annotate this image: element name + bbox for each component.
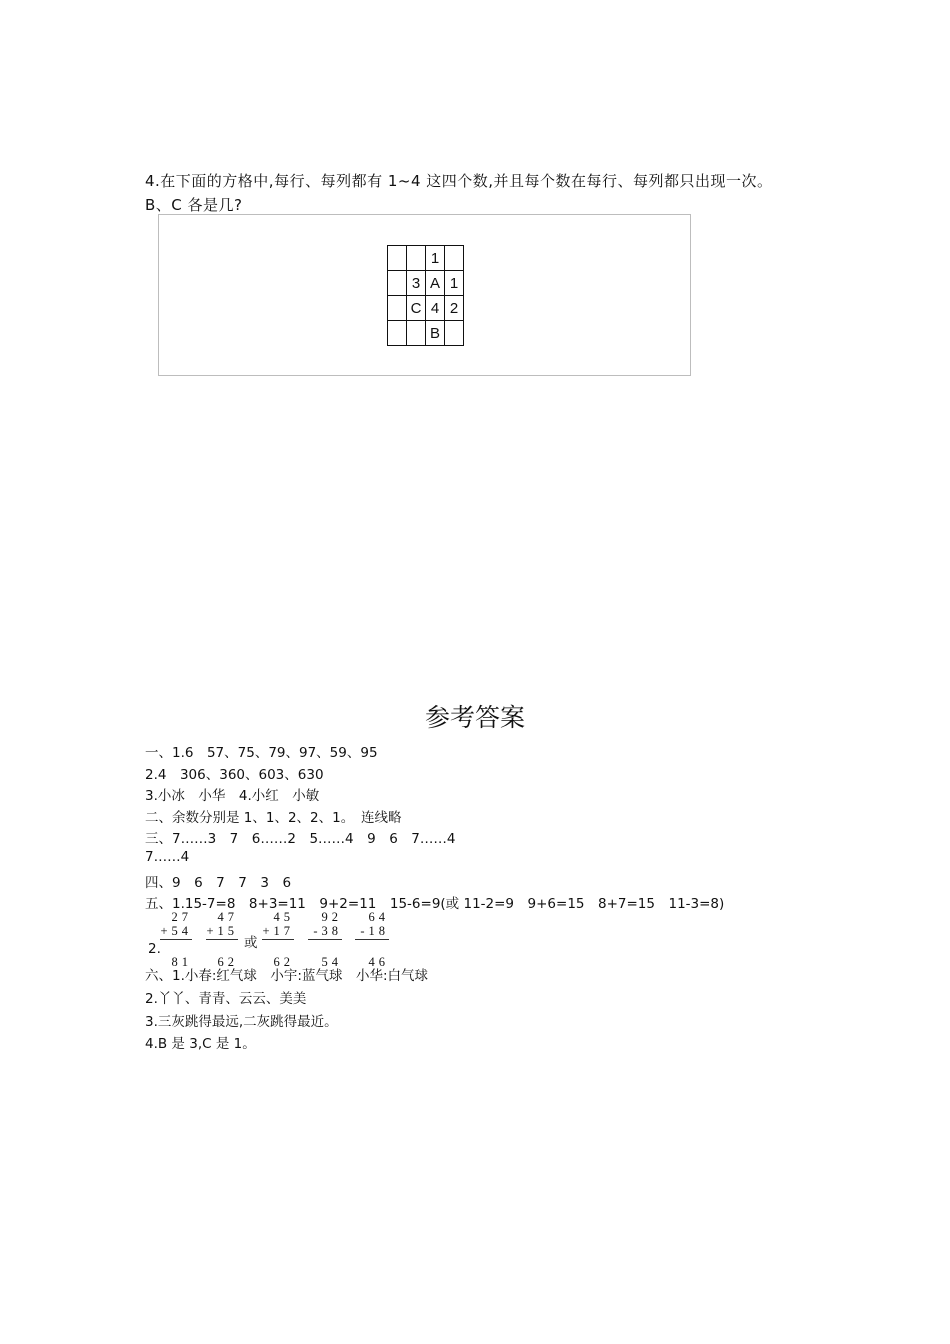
vertical-calc: [355, 910, 389, 969]
calc-result: 62: [217, 955, 238, 969]
calc-operand: +15: [206, 924, 238, 938]
answer-line: 一、1.6 57、75、79、97、59、95: [145, 745, 378, 761]
answer-line: 2.4 306、360、603、630: [145, 767, 324, 783]
grid-cell: [388, 296, 407, 321]
number-grid: [387, 245, 464, 346]
calc-result: 54: [321, 955, 342, 969]
grid-row: [388, 271, 464, 296]
answer-line: 四、9 6 7 7 3 6: [145, 875, 292, 891]
grid-cell: 2: [445, 296, 464, 321]
answer-line: 三、7……3 7 6……2 5……4 9 6 7……4: [145, 831, 456, 847]
grid-cell: 4: [426, 296, 445, 321]
grid-cell: C: [407, 296, 426, 321]
answers-title: 参考答案: [424, 703, 525, 732]
answer-line: 六、1.小春:红气球 小宇:蓝气球 小华:白气球: [145, 968, 429, 984]
grid-row: [388, 321, 464, 346]
question-text-line2: B、C 各是几?: [145, 196, 243, 214]
grid-cell: [445, 246, 464, 271]
vertical-calc: [160, 910, 192, 969]
vertical-calc: [308, 910, 342, 969]
or-label: 或: [244, 935, 258, 951]
answer-line: 3.小冰 小华 4.小红 小敏: [145, 788, 320, 804]
answer-line: 二、余数分别是 1、1、2、2、1。 连线略: [145, 810, 402, 826]
answer-line: 4.B 是 3,C 是 1。: [145, 1036, 256, 1052]
answer-line: 7……4: [145, 849, 190, 865]
question-text-line1: 4.在下面的方格中,每行、每列都有 1~4 这四个数,并且每个数在每行、每列都只出现一次。: [145, 172, 773, 190]
calc-bar: [308, 939, 342, 954]
calc-top: 92: [321, 910, 342, 924]
grid-cell: [388, 246, 407, 271]
calc-bar: [355, 939, 389, 954]
calc-top: 47: [217, 910, 238, 924]
calc-top: 64: [368, 910, 389, 924]
calc-operand: +54: [160, 924, 192, 938]
calc-operand: -38: [313, 924, 342, 938]
item2-label: 2.: [148, 941, 161, 957]
answer-line: 3.三灰跳得最远,二灰跳得最近。: [145, 1014, 338, 1030]
vertical-calc: [262, 910, 294, 969]
grid-cell: [407, 321, 426, 346]
calc-result: 46: [368, 955, 389, 969]
grid-cell: [388, 321, 407, 346]
calc-operand: +17: [262, 924, 294, 938]
answer-line: 2.丫丫、青青、云云、美美: [145, 991, 307, 1007]
grid-row: [388, 246, 464, 271]
calc-bar: [160, 939, 192, 954]
grid-cell: 1: [426, 246, 445, 271]
calc-top: 27: [171, 910, 192, 924]
grid-cell: [445, 321, 464, 346]
calc-top: 45: [273, 910, 294, 924]
grid-cell: [388, 271, 407, 296]
grid-cell: [407, 246, 426, 271]
calc-bar: [206, 939, 238, 954]
grid-cell: B: [426, 321, 445, 346]
vertical-calc: [206, 910, 238, 969]
calc-result: 81: [171, 955, 192, 969]
calc-bar: [262, 939, 294, 954]
calc-operand: -18: [360, 924, 389, 938]
grid-cell: 1: [445, 271, 464, 296]
calc-result: 62: [273, 955, 294, 969]
grid-cell: A: [426, 271, 445, 296]
answer-line: 五、1.15-7=8 8+3=11 9+2=11 15-6=9(或 11-2=9 9+6=15 8+7=15 11-3=8): [145, 896, 725, 912]
grid-row: [388, 296, 464, 321]
grid-cell: 3: [407, 271, 426, 296]
